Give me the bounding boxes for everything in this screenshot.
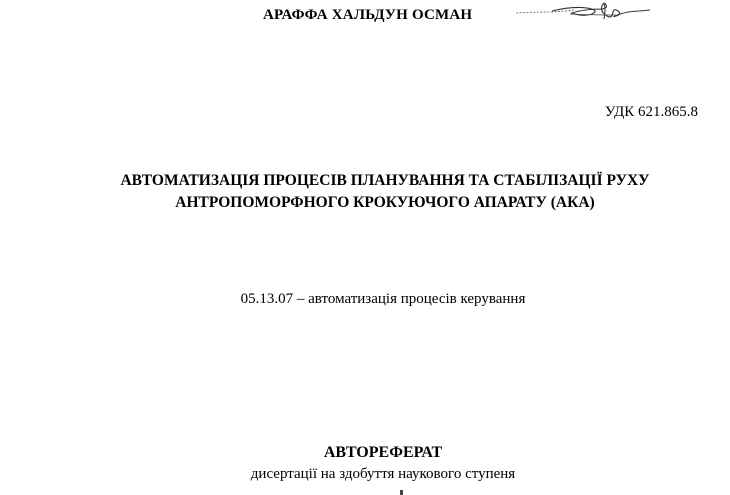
document-title: [0, 170, 730, 214]
author-name: АРАФФА ХАЛЬДУН ОСМАН: [263, 7, 473, 23]
handwritten-signature: [512, 0, 652, 26]
udk-code: УДК 621.865.8: [604, 104, 698, 120]
text-fragment: [400, 490, 403, 495]
document-subtitle: дисертації на здобуття наукового ступеня: [250, 466, 516, 482]
title-line-1: АВТОМАТИЗАЦІЯ ПРОЦЕСІВ ПЛАНУВАННЯ ТА СТАБІЛІЗАЦІЇ РУХУ: [120, 172, 650, 189]
specialty-code: 05.13.07 – автоматизація процесів керування: [240, 291, 526, 307]
document-type-heading: АВТОРЕФЕРАТ: [323, 444, 443, 461]
title-line-2: АНТРОПОМОРФНОГО КРОКУЮЧОГО АПАРАТУ (АКА): [175, 194, 595, 211]
